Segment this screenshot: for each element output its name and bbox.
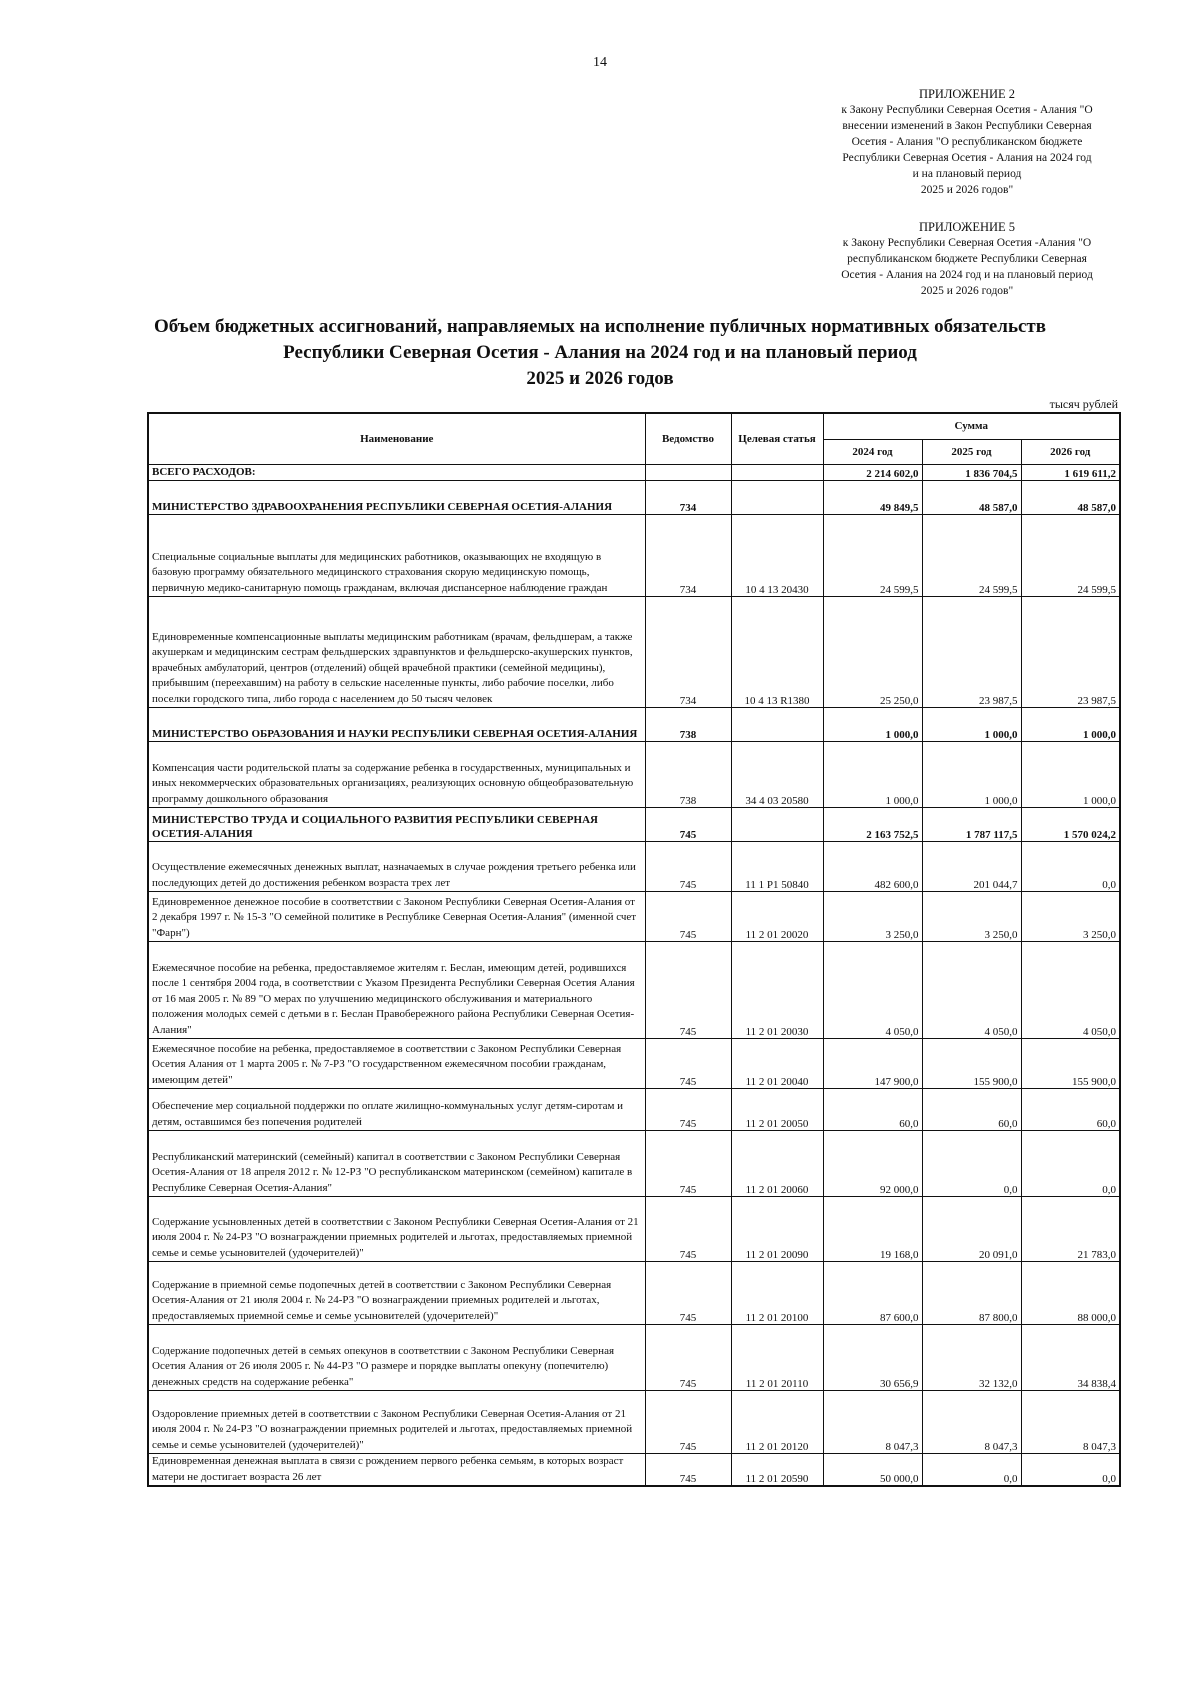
row-amount-2026: 48 587,0 — [1021, 481, 1120, 515]
row-target-article: 11 2 01 20050 — [731, 1089, 823, 1131]
row-target-article: 11 2 01 20100 — [731, 1262, 823, 1325]
total-2024: 2 214 602,0 — [823, 464, 922, 481]
header-year-2026: 2026 год — [1021, 439, 1120, 464]
row-department: 745 — [645, 892, 731, 942]
expense-row — [148, 1325, 1120, 1391]
row-name: Республиканский материнский (семейный) капитал в соответствии с Законом Республики Северная Осетия-Алания от 18 апреля 2012 г. № 12-РЗ "О республиканском материнском (семейном) капитале в Республике Северная Осетия-Алания" — [148, 1131, 645, 1197]
row-amount-2025: 0,0 — [922, 1131, 1021, 1197]
row-amount-2025: 1 787 117,5 — [922, 808, 1021, 842]
row-target-article: 11 2 01 20020 — [731, 892, 823, 942]
title-line: 2025 и 2026 годов — [526, 368, 674, 389]
row-amount-2025: 20 091,0 — [922, 1197, 1021, 1262]
row-amount-2025: 24 599,5 — [922, 515, 1021, 597]
expense-row — [148, 1039, 1120, 1089]
appendix-line: республиканском бюджете Республики Северная — [847, 253, 1087, 265]
row-amount-2026: 0,0 — [1021, 1131, 1120, 1197]
document-title — [100, 314, 1100, 392]
row-department: 738 — [645, 742, 731, 808]
row-name: Единовременное денежное пособие в соответствии с Законом Республики Северная Осетия-Алания от 2 декабря 1997 г. № 15-З "О семейной политике в Республике Северная Осетия-Алания" (именной счет "Фарн") — [148, 892, 645, 942]
appendix-line: к Закону Республики Северная Осетия -Алания "О — [842, 237, 1092, 249]
row-amount-2026: 88 000,0 — [1021, 1262, 1120, 1325]
row-name: Единовременные компенсационные выплаты медицинским работникам (врачам, фельдшерам, а также акушеркам и медицинским сестрам фельдшерских здравпунктов и фельдшерско-акушерских пунктов, врачебных амбулаторий, центров (отделений) общей врачебной практики (семейной медицины), прибывшим (переехавшим) на работу в сельские населенные пункты, либо рабочие поселки, либо поселки городского типа, либо города с населением до 50 тысяч человек — [148, 597, 645, 708]
row-department: 745 — [645, 942, 731, 1039]
row-target-article: 10 4 13 R1380 — [731, 597, 823, 708]
row-amount-2025: 3 250,0 — [922, 892, 1021, 942]
row-amount-2024: 19 168,0 — [823, 1197, 922, 1262]
row-target-article — [731, 808, 823, 842]
row-amount-2026: 21 783,0 — [1021, 1197, 1120, 1262]
ministry-row — [148, 481, 1120, 515]
row-amount-2024: 147 900,0 — [823, 1039, 922, 1089]
row-amount-2025: 48 587,0 — [922, 481, 1021, 515]
row-name: Оздоровление приемных детей в соответствии с Законом Республики Северная Осетия-Алания от 21 июля 2004 г. № 24-РЗ "О вознаграждении приемных родителей и льготах, предоставляемых приемной семье и семье усыновителей (удочерителей)" — [148, 1391, 645, 1454]
row-department: 745 — [645, 1325, 731, 1391]
row-name: Специальные социальные выплаты для медицинских работников, оказывающих не входящую в базовую программу обязательного медицинского страхования скорую медицинскую помощь, первичную медико-санитарную помощь гражданам, включая диспансерное наблюдение граждан — [148, 515, 645, 597]
row-target-article — [731, 481, 823, 515]
row-amount-2026: 24 599,5 — [1021, 515, 1120, 597]
row-department: 745 — [645, 1197, 731, 1262]
row-name: Ежемесячное пособие на ребенка, предоставляемое в соответствии с Законом Республики Северная Осетия Алания от 1 марта 2005 г. № 7-РЗ "О государственном ежемесячном пособии гражданам, имеющим детей" — [148, 1039, 645, 1089]
expense-row — [148, 1391, 1120, 1454]
row-department: 745 — [645, 1262, 731, 1325]
row-name: Единовременная денежная выплата в связи с рождением первого ребенка семьям, в которых возраст матери не достигает возраста 26 лет — [148, 1454, 645, 1487]
row-name: Компенсация части родительской платы за содержание ребенка в государственных, муниципальных и иных некоммерческих образовательных организациях, реализующих основную общеобразовательную программу дошкольного образования — [148, 742, 645, 808]
total-label: ВСЕГО РАСХОДОВ: — [148, 464, 645, 481]
total-2026: 1 619 611,2 — [1021, 464, 1120, 481]
row-amount-2024: 8 047,3 — [823, 1391, 922, 1454]
row-name: МИНИСТЕРСТВО ЗДРАВООХРАНЕНИЯ РЕСПУБЛИКИ СЕВЕРНАЯ ОСЕТИЯ-АЛАНИЯ — [148, 481, 645, 515]
expense-row — [148, 842, 1120, 892]
row-amount-2026: 23 987,5 — [1021, 597, 1120, 708]
row-name: Ежемесячное пособие на ребенка, предоставляемое жителям г. Беслан, имеющим детей, родившихся после 1 сентября 2004 года, в соответствии с Указом Президента Республики Северная Осетия Алания от 16 мая 2005 г. № 89 "О мерах по улучшению медицинского обслуживания и материального положения молодых семей с детьми в г. Беслан Правобережного района Республики Северная Осетия-Алания" — [148, 942, 645, 1039]
row-department: 734 — [645, 597, 731, 708]
row-department: 745 — [645, 1391, 731, 1454]
expense-row — [148, 515, 1120, 597]
expense-row — [148, 1197, 1120, 1262]
appendix-line: 2025 и 2026 годов" — [920, 184, 1014, 196]
row-amount-2026: 0,0 — [1021, 842, 1120, 892]
row-amount-2026: 4 050,0 — [1021, 942, 1120, 1039]
row-amount-2024: 25 250,0 — [823, 597, 922, 708]
appendix-2-reference — [808, 86, 1126, 198]
appendix-line: Республики Северная Осетия - Алания на 2024 год — [842, 152, 1092, 164]
expense-row — [148, 1454, 1120, 1487]
row-amount-2025: 155 900,0 — [922, 1039, 1021, 1089]
row-target-article: 34 4 03 20580 — [731, 742, 823, 808]
row-amount-2024: 3 250,0 — [823, 892, 922, 942]
row-name: Обеспечение мер социальной поддержки по оплате жилищно-коммунальных услуг детям-сиротам и детям, оставшимся без попечения родителей — [148, 1089, 645, 1131]
row-target-article — [731, 708, 823, 742]
expense-row — [148, 597, 1120, 708]
row-target-article: 11 2 01 20030 — [731, 942, 823, 1039]
row-amount-2024: 49 849,5 — [823, 481, 922, 515]
row-amount-2024: 24 599,5 — [823, 515, 922, 597]
row-amount-2026: 0,0 — [1021, 1454, 1120, 1487]
row-amount-2026: 3 250,0 — [1021, 892, 1120, 942]
row-amount-2024: 30 656,9 — [823, 1325, 922, 1391]
row-target-article: 11 2 01 20060 — [731, 1131, 823, 1197]
row-amount-2025: 201 044,7 — [922, 842, 1021, 892]
expense-row — [148, 892, 1120, 942]
header-year-2024: 2024 год — [823, 439, 922, 464]
row-amount-2026: 60,0 — [1021, 1089, 1120, 1131]
title-line: Республики Северная Осетия - Алания на 2024 год и на плановый период — [283, 342, 917, 363]
row-target-article: 11 1 P1 50840 — [731, 842, 823, 892]
row-target-article: 10 4 13 20430 — [731, 515, 823, 597]
row-target-article: 11 2 01 20110 — [731, 1325, 823, 1391]
row-amount-2025: 1 000,0 — [922, 742, 1021, 808]
row-name: Осуществление ежемесячных денежных выплат, назначаемых в случае рождения третьего ребенка или последующих детей до достижения ребенком возраста трех лет — [148, 842, 645, 892]
header-sum: Сумма — [823, 413, 1120, 439]
header-name: Наименование — [148, 413, 645, 464]
row-amount-2025: 32 132,0 — [922, 1325, 1021, 1391]
row-amount-2025: 4 050,0 — [922, 942, 1021, 1039]
row-amount-2024: 2 163 752,5 — [823, 808, 922, 842]
ministry-row — [148, 708, 1120, 742]
row-department: 745 — [645, 842, 731, 892]
row-amount-2025: 1 000,0 — [922, 708, 1021, 742]
row-amount-2026: 1 570 024,2 — [1021, 808, 1120, 842]
row-department: 745 — [645, 808, 731, 842]
row-name: МИНИСТЕРСТВО ОБРАЗОВАНИЯ И НАУКИ РЕСПУБЛИКИ СЕВЕРНАЯ ОСЕТИЯ-АЛАНИЯ — [148, 708, 645, 742]
row-amount-2024: 87 600,0 — [823, 1262, 922, 1325]
row-amount-2024: 60,0 — [823, 1089, 922, 1131]
row-amount-2025: 60,0 — [922, 1089, 1021, 1131]
header-target-article: Целевая статья — [731, 413, 823, 464]
row-amount-2025: 0,0 — [922, 1454, 1021, 1487]
units-label: тысяч рублей — [1049, 397, 1118, 411]
appendix-line: Осетия - Алания на 2024 год и на плановый период — [841, 269, 1093, 281]
total-row — [148, 464, 1120, 481]
row-amount-2024: 482 600,0 — [823, 842, 922, 892]
row-name: Содержание в приемной семье подопечных детей в соответствии с Законом Республики Северная Осетия-Алания от 21 июля 2004 г. № 24-РЗ "О вознаграждении приемных родителей и льготах, предоставляемых приемной семье и семье усыновителей (удочерителей)" — [148, 1262, 645, 1325]
appendix-line: к Закону Республики Северная Осетия - Алания "О — [841, 104, 1093, 116]
row-amount-2024: 1 000,0 — [823, 708, 922, 742]
row-amount-2024: 92 000,0 — [823, 1131, 922, 1197]
row-name: МИНИСТЕРСТВО ТРУДА И СОЦИАЛЬНОГО РАЗВИТИЯ РЕСПУБЛИКИ СЕВЕРНАЯ ОСЕТИЯ-АЛАНИЯ — [148, 808, 645, 842]
appendix-line: 2025 и 2026 годов" — [920, 285, 1014, 297]
row-department: 745 — [645, 1089, 731, 1131]
expense-row — [148, 1089, 1120, 1131]
row-amount-2024: 50 000,0 — [823, 1454, 922, 1487]
row-amount-2026: 8 047,3 — [1021, 1391, 1120, 1454]
appendix-heading: ПРИЛОЖЕНИЕ 5 — [918, 220, 1016, 234]
row-name: Содержание усыновленных детей в соответствии с Законом Республики Северная Осетия-Алания от 21 июля 2004 г. № 24-РЗ "О вознаграждении приемных родителей и льготах, предоставляемых приемной семье и семье усыновителей (удочерителей)" — [148, 1197, 645, 1262]
row-amount-2026: 34 838,4 — [1021, 1325, 1120, 1391]
appendix-5-reference — [808, 219, 1126, 299]
ministry-row — [148, 808, 1120, 842]
row-target-article: 11 2 01 20090 — [731, 1197, 823, 1262]
row-amount-2026: 1 000,0 — [1021, 708, 1120, 742]
budget-table — [147, 412, 1121, 1487]
row-amount-2024: 1 000,0 — [823, 742, 922, 808]
appendix-line: и на плановый период — [912, 168, 1022, 180]
expense-row — [148, 942, 1120, 1039]
row-department: 745 — [645, 1131, 731, 1197]
expense-row — [148, 1262, 1120, 1325]
row-department: 738 — [645, 708, 731, 742]
row-department: 745 — [645, 1039, 731, 1089]
header-year-2025: 2025 год — [922, 439, 1021, 464]
page-number: 14 — [593, 55, 607, 70]
row-amount-2025: 8 047,3 — [922, 1391, 1021, 1454]
row-amount-2025: 23 987,5 — [922, 597, 1021, 708]
row-department: 745 — [645, 1454, 731, 1487]
row-amount-2025: 87 800,0 — [922, 1262, 1021, 1325]
row-target-article: 11 2 01 20040 — [731, 1039, 823, 1089]
total-2025: 1 836 704,5 — [922, 464, 1021, 481]
header-department: Ведомство — [645, 413, 731, 464]
row-amount-2026: 155 900,0 — [1021, 1039, 1120, 1089]
appendix-line: Осетия - Алания "О республиканском бюджете — [851, 136, 1083, 148]
row-name: Содержание подопечных детей в семьях опекунов в соответствии с Законом Республики Северная Осетия Алания от 26 июля 2005 г. № 44-РЗ "О размере и порядке выплаты опекуну (попечителю) денежных средств на содержание ребенка" — [148, 1325, 645, 1391]
row-department: 734 — [645, 481, 731, 515]
appendix-line: внесении изменений в Закон Республики Северная — [842, 120, 1092, 132]
row-department: 734 — [645, 515, 731, 597]
row-target-article: 11 2 01 20120 — [731, 1391, 823, 1454]
row-amount-2026: 1 000,0 — [1021, 742, 1120, 808]
appendix-heading: ПРИЛОЖЕНИЕ 2 — [918, 87, 1016, 101]
row-target-article: 11 2 01 20590 — [731, 1454, 823, 1487]
expense-row — [148, 1131, 1120, 1197]
title-line: Объем бюджетных ассигнований, направляемых на исполнение публичных нормативных обязательств — [153, 316, 1047, 337]
row-amount-2024: 4 050,0 — [823, 942, 922, 1039]
expense-row — [148, 742, 1120, 808]
